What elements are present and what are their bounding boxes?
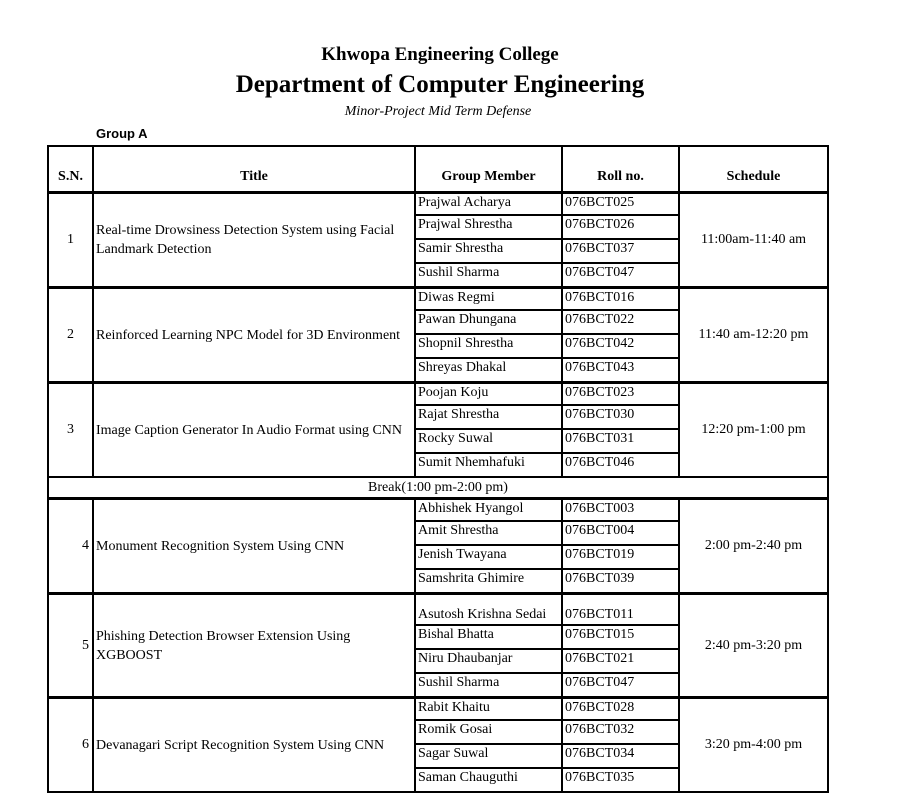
roll-number: 076BCT047	[562, 263, 679, 288]
serial-number: 4	[48, 499, 93, 594]
roll-number: 076BCT011	[562, 594, 679, 626]
college-name: Khwopa Engineering College	[321, 44, 559, 65]
roll-number: 076BCT015	[562, 625, 679, 649]
group-member-name: Poojan Koju	[415, 383, 562, 406]
group-member-name: Jenish Twayana	[415, 545, 562, 569]
group-member-name: Samshrita Ghimire	[415, 569, 562, 594]
schedule-table	[47, 145, 829, 793]
roll-number: 076BCT023	[562, 383, 679, 406]
project-title: Reinforced Learning NPC Model for 3D Environment	[93, 288, 415, 383]
break-row	[48, 477, 828, 499]
table-header-row	[48, 146, 828, 193]
roll-number: 076BCT004	[562, 521, 679, 545]
group-member-name: Diwas Regmi	[415, 288, 562, 311]
serial-number: 1	[48, 193, 93, 288]
group-member-name: Sagar Suwal	[415, 744, 562, 768]
schedule-time: 11:40 am-12:20 pm	[679, 288, 828, 383]
roll-number: 076BCT026	[562, 215, 679, 239]
group-member-name: Prajwal Acharya	[415, 193, 562, 216]
roll-number: 076BCT022	[562, 310, 679, 334]
column-header-roll-no: Roll no.	[562, 146, 679, 193]
roll-number: 076BCT031	[562, 429, 679, 453]
column-header-group-member: Group Member	[415, 146, 562, 193]
table-row	[48, 499, 828, 522]
project-title: Devanagari Script Recognition System Using CNN	[93, 698, 415, 793]
group-member-name: Sumit Nhemhafuki	[415, 453, 562, 477]
table-row	[48, 698, 828, 721]
serial-number: 5	[48, 594, 93, 698]
serial-number: 3	[48, 383, 93, 478]
group-member-name: Samir Shrestha	[415, 239, 562, 263]
group-member-name: Shreyas Dhakal	[415, 358, 562, 383]
schedule-time: 12:20 pm-1:00 pm	[679, 383, 828, 478]
roll-number: 076BCT032	[562, 720, 679, 744]
break-label: Break(1:00 pm-2:00 pm)	[48, 477, 828, 499]
roll-number: 076BCT039	[562, 569, 679, 594]
project-title: Real-time Drowsiness Detection System using Facial Landmark Detection	[93, 193, 415, 288]
table-row	[48, 288, 828, 311]
group-member-name: Rocky Suwal	[415, 429, 562, 453]
table-row	[48, 193, 828, 216]
column-header-sn: S.N.	[48, 146, 93, 193]
group-member-name: Asutosh Krishna Sedai	[415, 594, 562, 626]
roll-number: 076BCT043	[562, 358, 679, 383]
table-row	[48, 383, 828, 406]
department-title: Department of Computer Engineering	[235, 71, 645, 98]
group-member-name: Rajat Shrestha	[415, 405, 562, 429]
roll-number: 076BCT016	[562, 288, 679, 311]
column-header-schedule: Schedule	[679, 146, 828, 193]
schedule-time: 2:40 pm-3:20 pm	[679, 594, 828, 698]
group-member-name: Amit Shrestha	[415, 521, 562, 545]
schedule-time: 2:00 pm-2:40 pm	[679, 499, 828, 594]
group-member-name: Prajwal Shrestha	[415, 215, 562, 239]
table-row	[48, 594, 828, 626]
schedule-time: 3:20 pm-4:00 pm	[679, 698, 828, 793]
roll-number: 076BCT034	[562, 744, 679, 768]
serial-number: 2	[48, 288, 93, 383]
roll-number: 076BCT037	[562, 239, 679, 263]
project-title: Monument Recognition System Using CNN	[93, 499, 415, 594]
group-member-name: Saman Chauguthi	[415, 768, 562, 792]
group-member-name: Niru Dhaubanjar	[415, 649, 562, 673]
schedule-time: 11:00am-11:40 am	[679, 193, 828, 288]
document-subtitle: Minor-Project Mid Term Defense	[344, 104, 532, 119]
roll-number: 076BCT030	[562, 405, 679, 429]
group-member-name: Sushil Sharma	[415, 673, 562, 698]
project-title: Phishing Detection Browser Extension Using XGBOOST	[93, 594, 415, 698]
roll-number: 076BCT046	[562, 453, 679, 477]
roll-number: 076BCT047	[562, 673, 679, 698]
group-member-name: Romik Gosai	[415, 720, 562, 744]
group-member-name: Shopnil Shrestha	[415, 334, 562, 358]
roll-number: 076BCT042	[562, 334, 679, 358]
project-title: Image Caption Generator In Audio Format using CNN	[93, 383, 415, 478]
roll-number: 076BCT025	[562, 193, 679, 216]
group-member-name: Abhishek Hyangol	[415, 499, 562, 522]
roll-number: 076BCT021	[562, 649, 679, 673]
group-member-name: Sushil Sharma	[415, 263, 562, 288]
roll-number: 076BCT019	[562, 545, 679, 569]
roll-number: 076BCT003	[562, 499, 679, 522]
group-member-name: Bishal Bhatta	[415, 625, 562, 649]
roll-number: 076BCT035	[562, 768, 679, 792]
group-member-name: Pawan Dhungana	[415, 310, 562, 334]
serial-number: 6	[48, 698, 93, 793]
group-label: Group A	[96, 126, 148, 141]
roll-number: 076BCT028	[562, 698, 679, 721]
group-member-name: Rabit Khaitu	[415, 698, 562, 721]
column-header-title: Title	[93, 146, 415, 193]
